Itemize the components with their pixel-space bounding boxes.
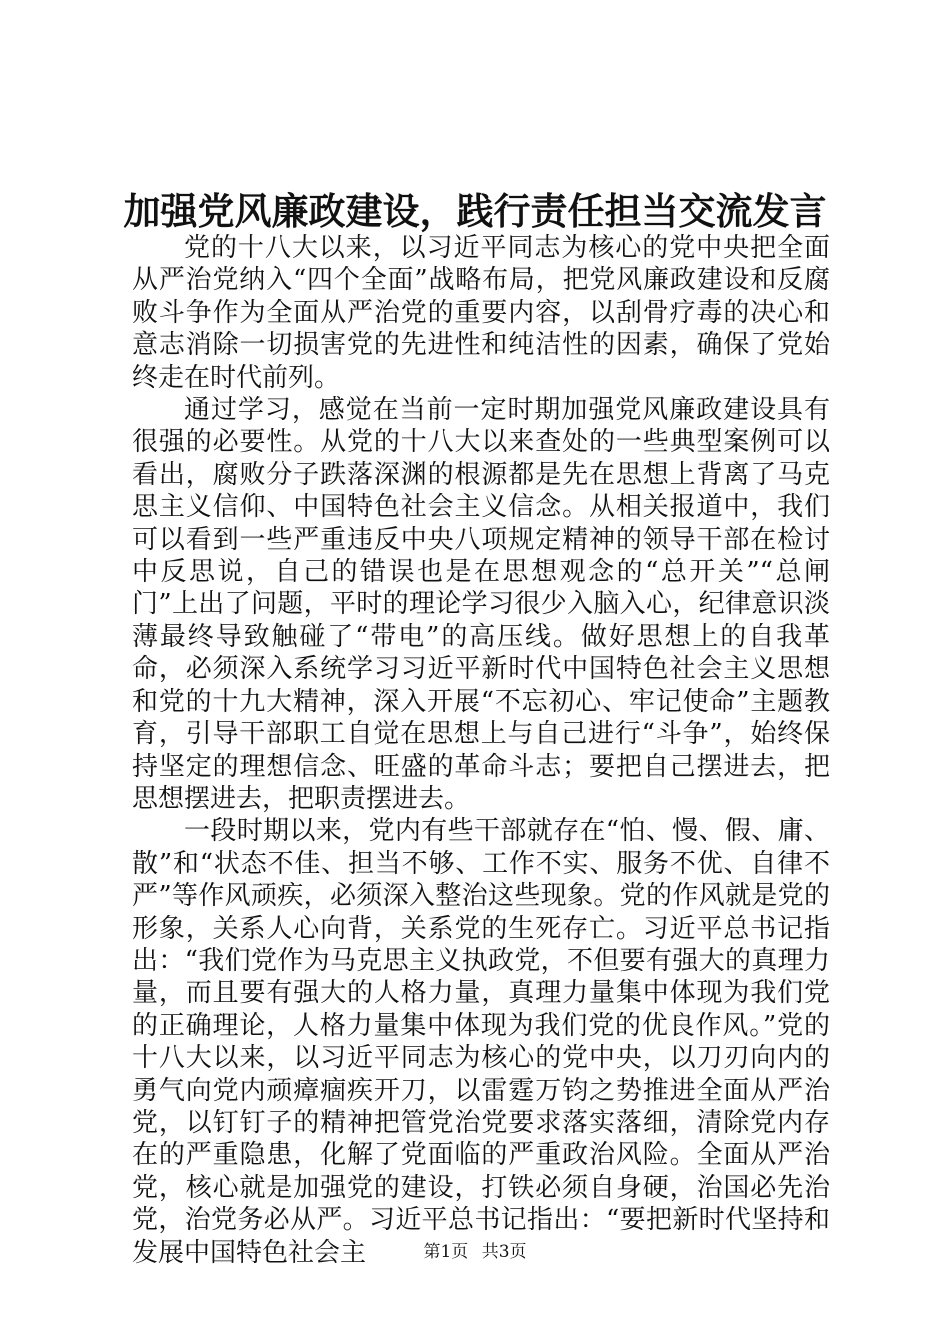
document-title: 加强党风廉政建设，践行责任担当交流发言 xyxy=(123,189,827,233)
document-body xyxy=(132,232,830,1269)
page-number-total: 共3页 xyxy=(481,1242,527,1262)
page-number-current: 第1页 xyxy=(423,1242,469,1262)
paragraph-1: 党的十八大以来，以习近平同志为核心的党中央把全面从严治党纳入“四个全面”战略布局，把党风廉政建设和反腐败斗争作为全面从严治党的重要内容，以刮骨疗毒的决心和意志消除一切损害党的先进性和纯洁性的因素，确保了党始终走在时代前列。 xyxy=(132,233,830,393)
paragraph-3: 一段时期以来，党内有些干部就存在“怕、慢、假、庸、散”和“状态不佳、担当不够、工作不实、服务不优、自律不严”等作风顽疾，必须深入整治这些现象。党的作风就是党的形象，关系人心向背，关系党的生死存亡。习近平总书记指出：“我们党作为马克思主义执政党，不但要有强大的真理力量，而且要有强大的人格力量，真理力量集中体现为我们党的正确理论，人格力量集中体现为我们党的优良作风。”党的十八大以来，以习近平同志为核心的党中央，以刀刃向内的勇气向党内顽瘴痼疾开刀，以雷霆万钧之势推进全面从严治党，以钉钉子的精神把管党治党要求落实落细，清除党内存在的严重隐患，化解了党面临的严重政治风险。全面从严治党，核心就是加强党的建设，打铁必须自身硬，治国必先治党，治党务必从严。习近平总书记指出：“要把新时代坚持和发展中国特色社会主 xyxy=(132,816,830,1268)
paragraph-2: 通过学习，感觉在当前一定时期加强党风廉政建设具有很强的必要性。从党的十八大以来查处的一些典型案例可以看出，腐败分子跌落深渊的根源都是先在思想上背离了马克思主义信仰、中国特色社会主义信念。从相关报道中，我们可以看到一些严重违反中央八项规定精神的领导干部在检讨中反思说，自己的错误也是在思想观念的“总开关”“总闸门”上出了问题，平时的理论学习很少入脑入心，纪律意识淡薄最终导致触碰了“带电”的高压线。做好思想上的自我革命，必须深入系统学习习近平新时代中国特色社会主义思想和党的十九大精神，深入开展“不忘初心、牢记使命”主题教育，引导干部职工自觉在思想上与自己进行“斗争”，始终保持坚定的理想信念、旺盛的革命斗志；要把自己摆进去，把思想摆进去，把职责摆进去。 xyxy=(132,395,830,814)
page-footer xyxy=(0,1240,950,1264)
